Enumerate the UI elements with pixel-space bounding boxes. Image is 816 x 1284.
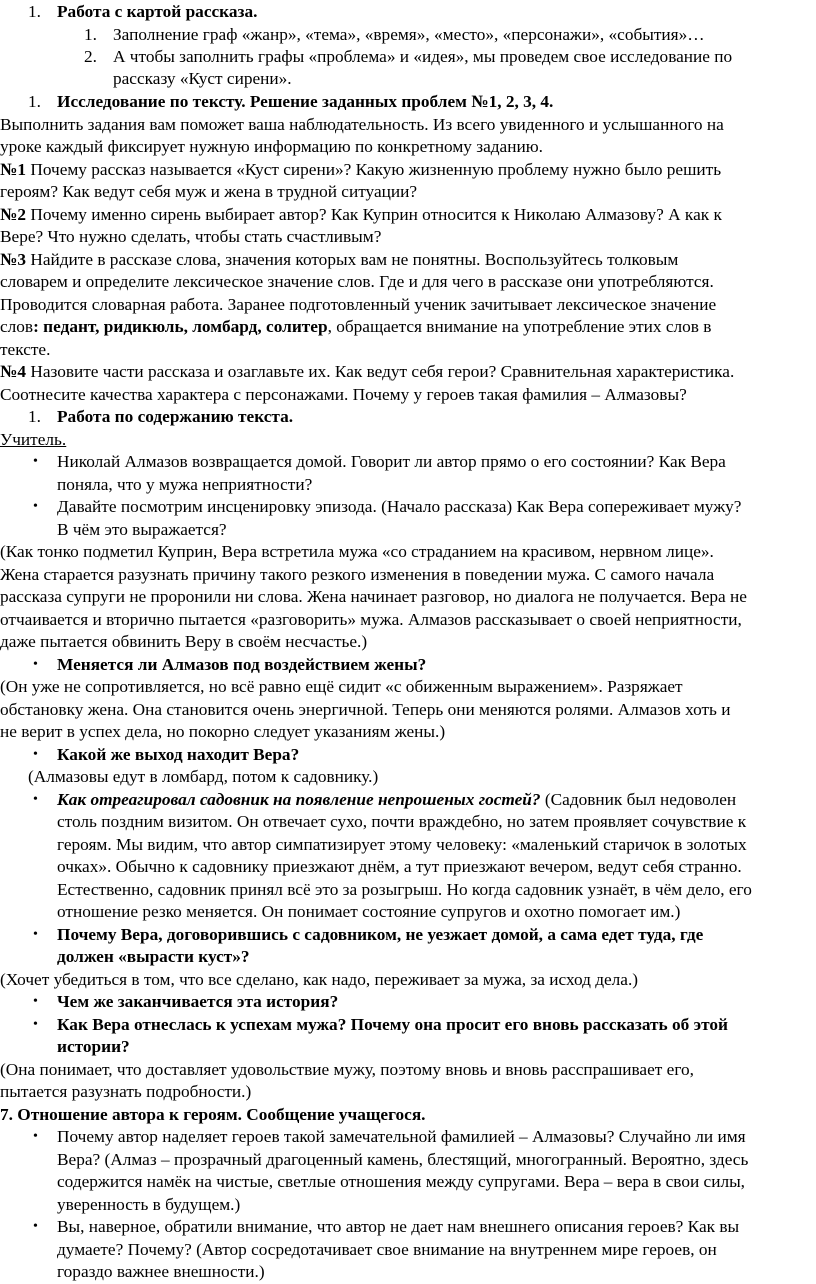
question-label: №1 [0, 160, 27, 179]
list-item-text: А чтобы заполнить графы «проблема» и «идея», мы проведем свое исследование по [113, 47, 733, 66]
bullet-text: Как отреагировал садовник на появление непрошеных гостей? (Садовник был недоволен [57, 790, 737, 809]
section-heading: Исследование по тексту. Решение заданных проблем №1, 2, 3, 4. [57, 92, 554, 111]
answer-line: (Хочет убедиться в том, что все сделано, как надо, переживает за мужа, за исход дела.) [0, 970, 639, 989]
bullet-question: Какой же выход находит Вера? [57, 745, 300, 764]
question-line: словарем и определите лексическое значение слов. Где и для чего в рассказе они употребляются. [0, 272, 714, 291]
question-line: №4 Назовите части рассказа и озаглавьте их. Как ведут себя герои? Сравнительная характеристика. [0, 362, 735, 381]
answer-line: обстановку жена. Она становится очень энергичной. Теперь они меняются ролями. Алмазов хоть и [0, 700, 731, 719]
list-number: 1. [28, 92, 41, 111]
question-line: Соотнесите качества характера с персонажами. Почему у героев такая фамилия – Алмазовы? [0, 385, 687, 404]
answer-line: (Он уже не сопротивляется, но всё равно ещё сидит «с обиженным выражением». Разряжает [0, 677, 683, 696]
bullet-text: поняла, что у мужа неприятности? [57, 475, 313, 494]
bullet-text: Почему автор наделяет героев такой замечательной фамилией – Алмазовы? Случайно ли имя [57, 1127, 746, 1146]
question-label: №2 [0, 205, 27, 224]
bullet-question: истории? [57, 1037, 130, 1056]
bullet-marker: • [33, 1017, 38, 1032]
bullet-marker: • [33, 1219, 38, 1234]
bullet-marker: • [33, 994, 38, 1009]
answer-line: рассказа супруги не проронили ни слова. Жена начинает разговор, но диалога не получается. Вера не [0, 587, 747, 606]
list-item-text: Заполнение граф «жанр», «тема», «время», «место», «персонажи», «события»… [113, 25, 705, 44]
section-heading: 7. Отношение автора к героям. Сообщение учащегося. [0, 1105, 426, 1124]
answer-line: (Алмазовы едут в ломбард, потом к садовнику.) [28, 767, 379, 786]
bullet-text: В чём это выражается? [57, 520, 227, 539]
teacher-label: Учитель. [0, 430, 67, 449]
list-item-text: рассказу «Куст сирени». [113, 69, 292, 88]
answer-line: (Она понимает, что доставляет удовольствие мужу, поэтому вновь и вновь расспрашивает его, [0, 1060, 694, 1079]
bullet-marker: • [33, 927, 38, 942]
answer-line: Жена старается разузнать причину такого резкого изменения в поведении мужа. С самого начала [0, 565, 715, 584]
bullet-marker: • [33, 1129, 38, 1144]
bullet-question: Как отреагировал садовник на появление непрошеных гостей? [57, 790, 541, 809]
bullet-question: Почему Вера, договорившись с садовником, не уезжает домой, а сама едет туда, где [57, 925, 704, 944]
question-label: №4 [0, 362, 27, 381]
question-line: Проводится словарная работа. Заранее подготовленный ученик зачитывает лексическое значение [0, 295, 717, 314]
question-line: №1 Почему рассказ называется «Куст сирени»? Какую жизненную проблему нужно было решить [0, 160, 722, 179]
bullet-question: Как Вера отнеслась к успехам мужа? Почему она просит его вновь рассказать об этой [57, 1015, 728, 1034]
bullet-text: содержится намёк на чистые, светлые отношения между супругами. Вера – вера в свои силы, [57, 1172, 746, 1191]
bullet-text: думаете? Почему? (Автор сосредотачивает свое внимание на внутреннем мире героев, он [57, 1240, 717, 1259]
bullet-text: героям. Мы видим, что автор симпатизирует этому человеку: «маленький старичок в золотых [57, 835, 747, 854]
vocabulary-words: : педант, ридикюль, ломбард, солитер [33, 317, 328, 336]
list-number: 1. [28, 407, 41, 426]
answer-line: (Как тонко подметил Куприн, Вера встретила мужа «со страданием на красивом, нервном лице». [0, 542, 714, 561]
bullet-text: Вера? (Алмаз – прозрачный драгоценный камень, блестящий, многогранный. Вероятно, здесь [57, 1150, 749, 1169]
bullet-text: уверенность в будущем.) [57, 1195, 241, 1214]
question-line: №3 Найдите в рассказе слова, значения которых вам не понятны. Воспользуйтесь толковым [0, 250, 679, 269]
bullet-question: должен «вырасти куст»? [57, 947, 250, 966]
bullet-marker: • [33, 454, 38, 469]
question-line: героям? Как ведут себя муж и жена в трудной ситуации? [0, 182, 418, 201]
list-number: 1. [28, 2, 41, 21]
bullet-question: Меняется ли Алмазов под воздействием жены? [57, 655, 427, 674]
bullet-marker: • [33, 499, 38, 514]
question-line: тексте. [0, 340, 51, 359]
bullet-text: Давайте посмотрим инсценировку эпизода. (Начало рассказа) Как Вера сопереживает мужу? [57, 497, 742, 516]
list-number: 2. [84, 47, 97, 66]
bullet-question: Чем же заканчивается эта история? [57, 992, 339, 1011]
paragraph-line: уроке каждый фиксирует нужную информацию по конкретному заданию. [0, 137, 543, 156]
answer-line: даже пытается обвинить Веру в своём несчастье.) [0, 632, 368, 651]
bullet-text: очках». Обычно к садовнику приезжают днём, а тут приезжают вечером, ведут себя странно. [57, 857, 742, 876]
bullet-marker: • [33, 657, 38, 672]
bullet-text: Естественно, садовник принял всё это за розыгрыш. Но когда садовник узнаёт, в чём дело, его [57, 880, 752, 899]
question-line: Вере? Что нужно сделать, чтобы стать счастливым? [0, 227, 382, 246]
answer-line: отчаивается и вторично пытается «разговорить» мужа. Алмазов рассказывает о своей неприятности, [0, 610, 742, 629]
question-label: №3 [0, 250, 27, 269]
paragraph-line: Выполнить задания вам поможет ваша наблюдательность. Из всего увиденного и услышанного на [0, 115, 724, 134]
section-heading: Работа по содержанию текста. [57, 407, 294, 426]
bullet-marker: • [33, 747, 38, 762]
bullet-marker: • [33, 792, 38, 807]
answer-line: пытается разузнать подробности.) [0, 1082, 252, 1101]
bullet-text: Вы, наверное, обратили внимание, что автор не дает нам внешнего описания героев? Как вы [57, 1217, 740, 1236]
bullet-text: столь поздним визитом. Он отвечает сухо, почти враждебно, но затем проявляет сочувствие к [57, 812, 747, 831]
answer-line: не верит в успех дела, но покорно следует указаниям жены.) [0, 722, 446, 741]
list-number: 1. [84, 25, 97, 44]
bullet-text: гораздо важнее внешности.) [57, 1262, 265, 1281]
bullet-text: отношение резко меняется. Он понимает состояние супругов и охотно помогает им.) [57, 902, 681, 921]
question-line: №2 Почему именно сирень выбирает автор? Как Куприн относится к Николаю Алмазову? А как к [0, 205, 722, 224]
section-heading: Работа с картой рассказа. [57, 2, 258, 21]
bullet-text: Николай Алмазов возвращается домой. Говорит ли автор прямо о его состоянии? Как Вера [57, 452, 726, 471]
question-line: слов: педант, ридикюль, ломбард, солитер, обращается внимание на употребление этих слов в [0, 317, 712, 336]
